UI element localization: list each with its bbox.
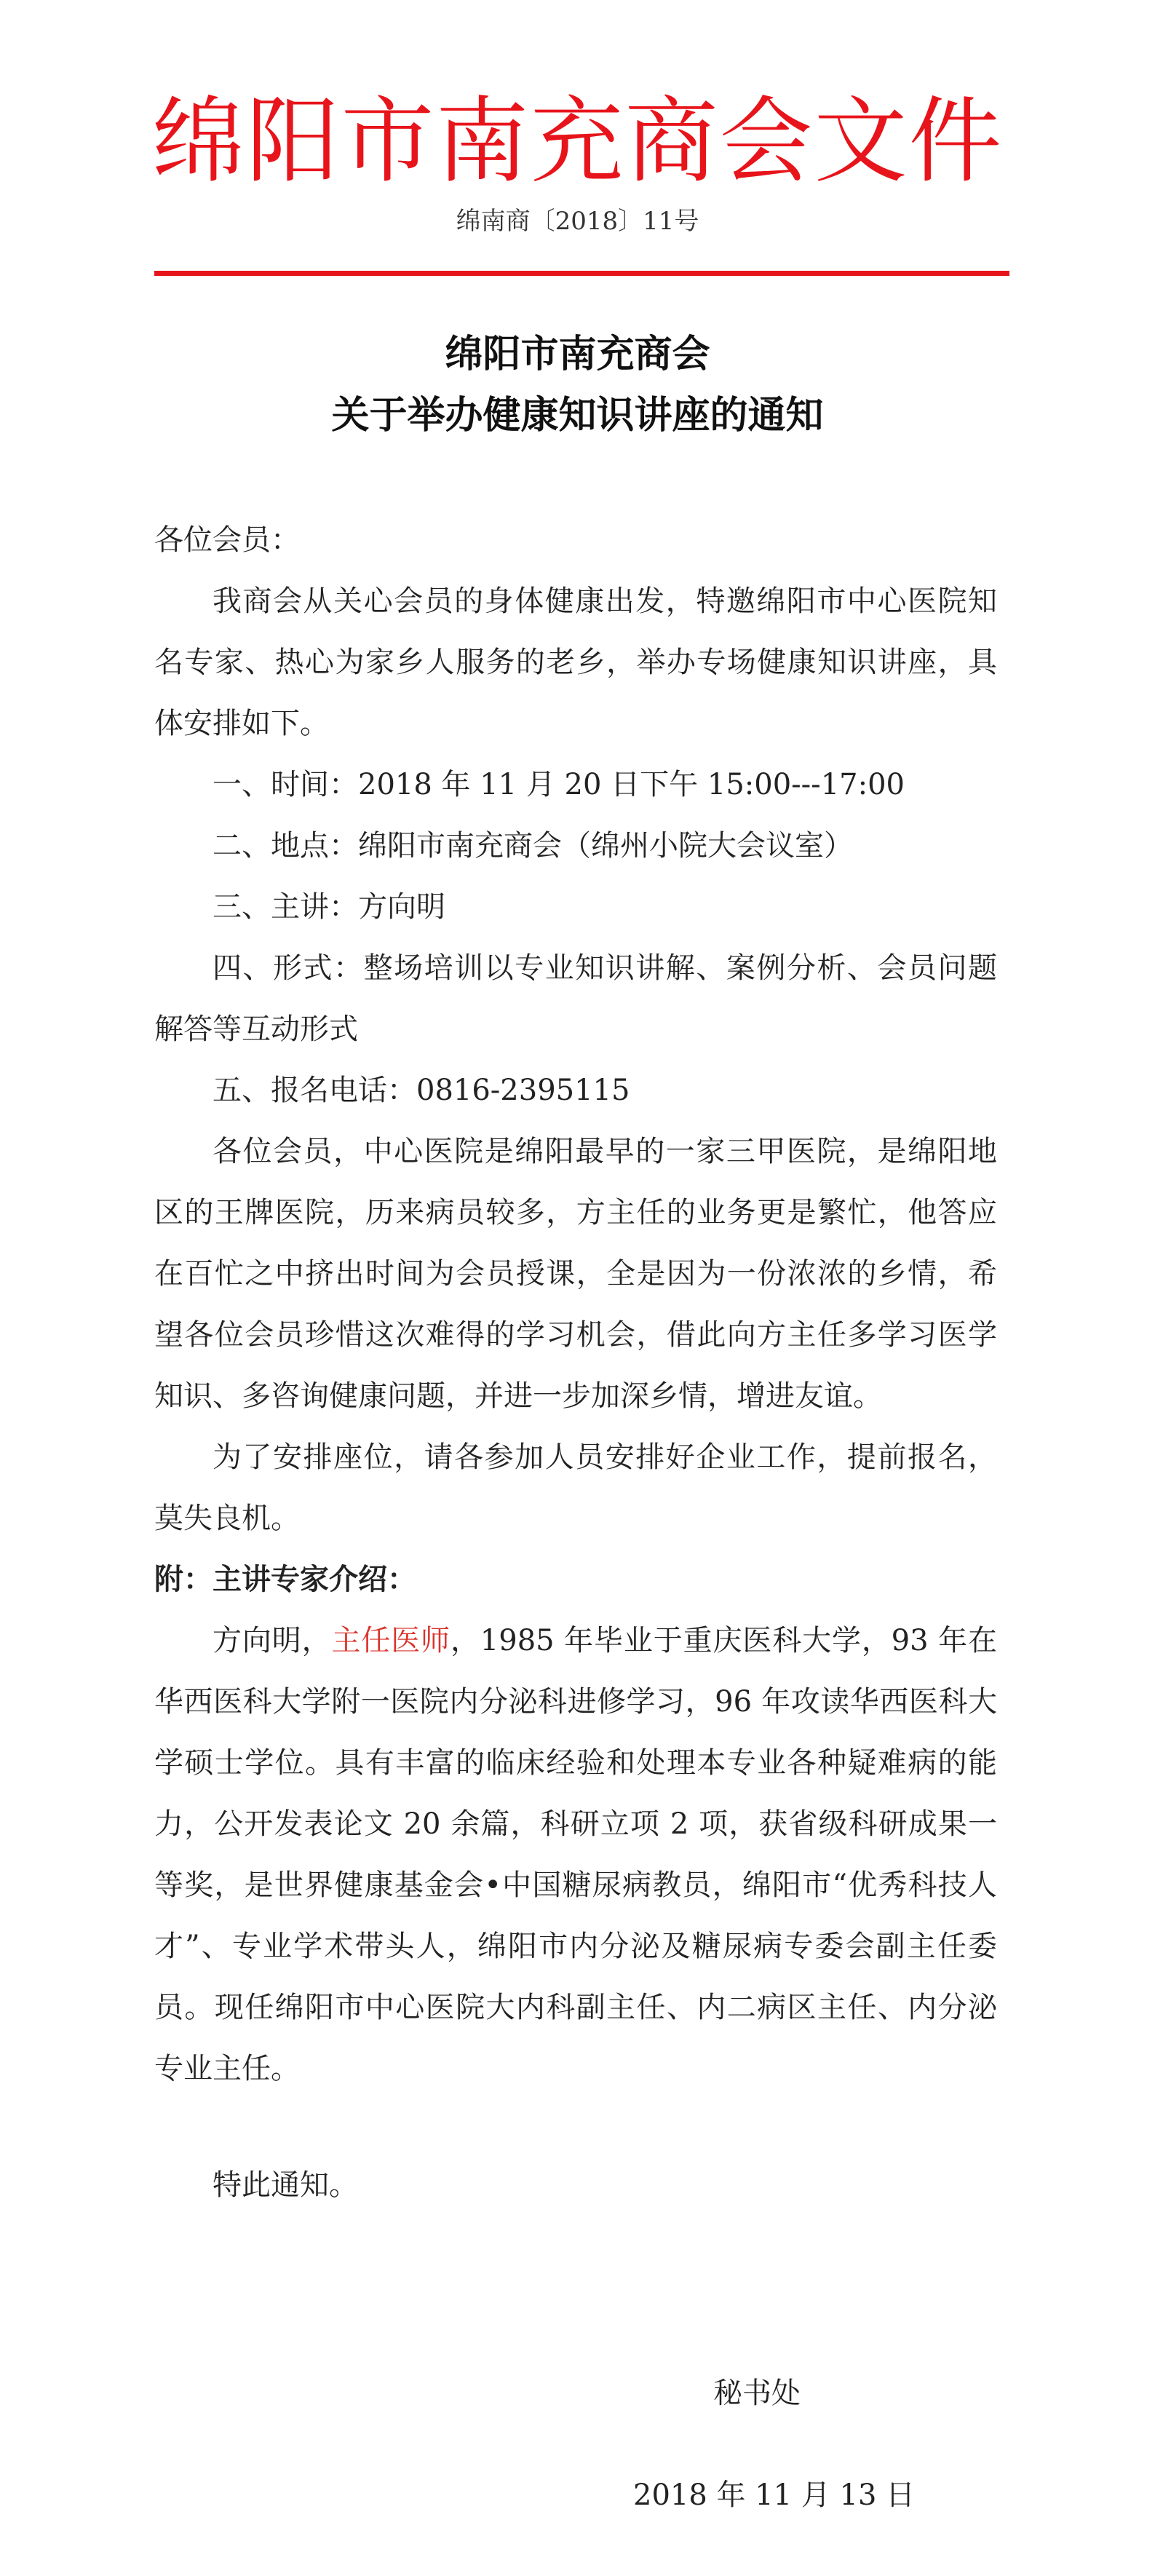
expert-bio-paragraph — [154, 1610, 997, 2099]
hospital-paragraph: 各位会员，中心医院是绵阳最早的一家三甲医院，是绵阳地区的王牌医院，历来病员较多，方主任的业务更是繁忙，他答应在百忙之中挤出时间为会员授课，全是因为一份浓浓的乡情，希望各位会员珍惜这次难得的学习机会，借此向方主任多学习医学知识、多咨询健康问题，并进一步加深乡情，增进友谊。 — [154, 1135, 997, 1413]
bio-title: 主任医师 — [331, 1624, 451, 1657]
bio-name: 方向明， — [213, 1624, 332, 1657]
salutation: 各位会员： — [154, 523, 300, 557]
seating-paragraph: 为了安排座位，请各参加人员安排好企业工作，提前报名，莫失良机。 — [154, 1440, 997, 1535]
item-place: 二、地点：绵阳市南充商会（绵州小院大会议室） — [213, 829, 853, 863]
signature-office: 秘书处 — [713, 2377, 801, 2410]
item-speaker: 三、主讲：方向明 — [213, 890, 445, 924]
bio-details: ，1985 年毕业于重庆医科大学，93 年在华西医科大学附一医院内分泌科进修学习，96 年攻读华西医科大学硕士学位。具有丰富的临床经验和处理本专业各种疑难病的能力，公开发表论文 20 余篇，科研立项 2 项，获省级科研成果一等奖，是世界健康基金会•中国糖尿病教员，绵阳市“优秀科技人才”、专业学术带头人，绵阳市内分泌及糖尿病专委会副主任委员。现任绵阳市中心医院大内科副主任、内二病区主任、内分泌专业主任。 — [154, 1624, 998, 2085]
document-number: 绵南商〔2018〕11号 — [456, 207, 699, 236]
notice-title-subject: 关于举办健康知识讲座的通知 — [331, 393, 824, 437]
intro-paragraph: 我商会从关心会员的身体健康出发，特邀绵阳市中心医院知名专家、热心为家乡人服务的老乡，举办专场健康知识讲座，具体安排如下。 — [154, 584, 997, 740]
item-phone: 五、报名电话：0816-2395115 — [213, 1074, 630, 1107]
notice-title-org: 绵阳市南充商会 — [445, 332, 710, 376]
appendix-heading: 附：主讲专家介绍： — [154, 1562, 416, 1596]
signature-date: 2018 年 11 月 13 日 — [633, 2478, 916, 2512]
header-red-divider — [154, 271, 1009, 276]
item-time: 一、时间：2018 年 11 月 20 日下午 15:00---17:00 — [213, 768, 905, 801]
item-format: 四、形式：整场培训以专业知识讲解、案例分析、会员问题解答等互动形式 — [154, 951, 997, 1046]
closing-line: 特此通知。 — [213, 2168, 358, 2202]
file-header-title: 绵阳市南充商会文件 — [151, 87, 1004, 196]
